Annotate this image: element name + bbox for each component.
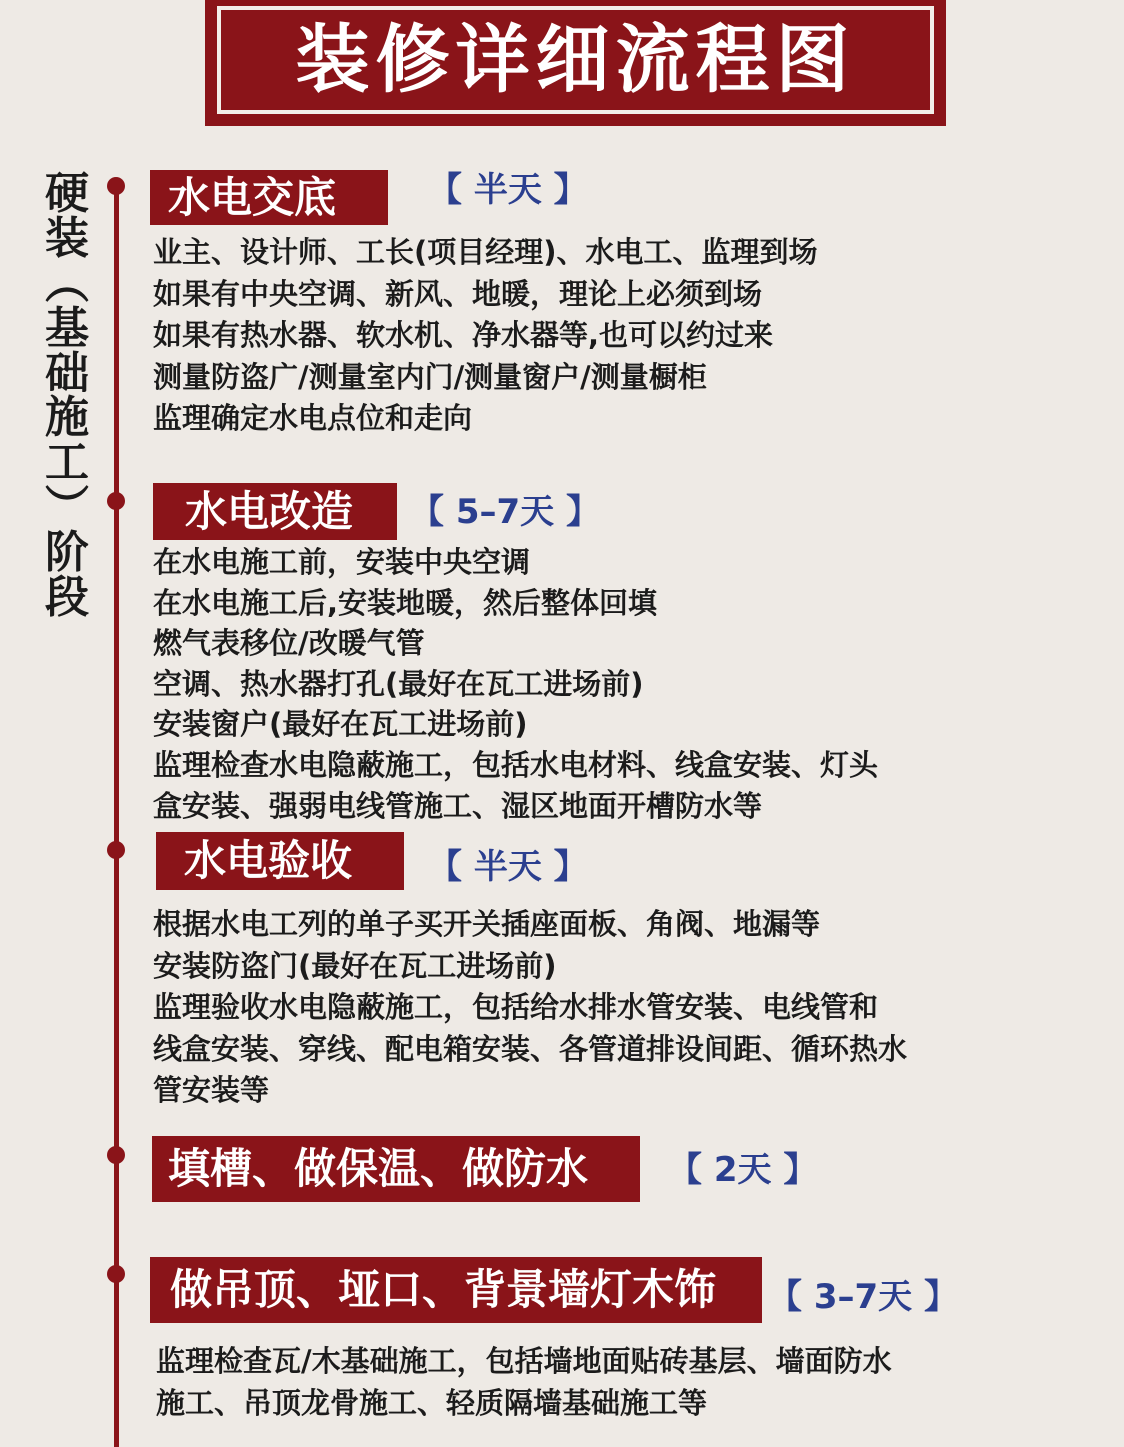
timeline-dot xyxy=(107,1265,125,1283)
step-duration: 【 5–7天 】 xyxy=(410,492,600,532)
step-label-ceiling-and-woodwork: 做吊顶、垭口、背景墙灯木饰 xyxy=(150,1257,762,1323)
phase-label-char: ︵ xyxy=(45,257,89,309)
description-line: 监理验收水电隐蔽施工，包括给水排水管安装、电线管和 xyxy=(153,990,879,1024)
title-frame xyxy=(217,6,934,114)
title-banner xyxy=(205,0,946,126)
description-line: 在水电施工后,安装地暖，然后整体回填 xyxy=(153,585,658,620)
phase-label-char: 装 xyxy=(45,212,89,264)
phase-label-char: 段 xyxy=(45,571,89,623)
phase-label-char: 硬 xyxy=(45,168,89,219)
phase-label-char: 工 xyxy=(45,437,89,489)
timeline-dot xyxy=(107,177,125,195)
step-description xyxy=(153,904,907,1112)
description-line: 空调、热水器打孔(最好在瓦工进场前) xyxy=(153,666,644,701)
phase-label-char: 阶 xyxy=(45,527,89,578)
description-line: 测量防盗广/测量室内门/测量窗户/测量橱柜 xyxy=(153,359,707,394)
description-line: 监理确定水电点位和走向 xyxy=(153,401,473,435)
page-title: 装修详细流程图 xyxy=(295,17,856,103)
step-duration: 【 2天 】 xyxy=(668,1150,818,1190)
step-duration: 【 半天 】 xyxy=(428,170,588,210)
description-line: 监理检查水电隐蔽施工，包括水电材料、线盒安装、灯头 xyxy=(153,747,879,782)
description-line: 在水电施工前，安装中央空调 xyxy=(153,545,531,579)
description-line: 管安装等 xyxy=(153,1073,270,1107)
step-label-water-electric-acceptance: 水电验收 xyxy=(156,832,404,890)
step-description xyxy=(153,232,818,440)
step-description xyxy=(156,1341,892,1424)
step-label-fill-insulate-waterproof: 填槽、做保温、做防水 xyxy=(152,1136,640,1202)
description-line: 业主、设计师、工长(项目经理)、水电工、监理到场 xyxy=(153,235,818,269)
description-line: 线盒安装、穿线、配电箱安装、各管道排设间距、循环热水 xyxy=(153,1031,908,1066)
description-line: 如果有中央空调、新风、地暖，理论上必须到场 xyxy=(153,276,763,311)
phase-label-char: 基 xyxy=(45,302,89,354)
phase-label xyxy=(42,168,92,623)
step-description xyxy=(153,542,878,826)
description-line: 施工、吊顶龙骨施工、轻质隔墙基础施工等 xyxy=(156,1385,708,1420)
phase-label-char: ︶ xyxy=(45,482,89,534)
description-line: 根据水电工列的单子买开关插座面板、角阀、地漏等 xyxy=(153,907,821,941)
timeline-dot xyxy=(107,1146,125,1164)
step-duration: 【 3–7天 】 xyxy=(768,1277,958,1317)
description-line: 盒安装、强弱电线管施工、湿区地面开槽防水等 xyxy=(153,788,763,823)
description-line: 安装窗户(最好在瓦工进场前) xyxy=(153,707,528,742)
description-line: 安装防盗门(最好在瓦工进场前) xyxy=(153,948,557,983)
description-line: 燃气表移位/改暖气管 xyxy=(153,626,425,661)
step-duration: 【 半天 】 xyxy=(428,847,588,887)
step-label-water-electric-briefing: 水电交底 xyxy=(150,170,388,225)
step-label-water-electric-renovation: 水电改造 xyxy=(153,483,397,540)
description-line: 监理检查瓦/木基础施工，包括墙地面贴砖基层、墙面防水 xyxy=(156,1344,892,1378)
phase-label-char: 础 xyxy=(45,347,89,399)
timeline-dot xyxy=(107,492,125,510)
description-line: 如果有热水器、软水机、净水器等,也可以约过来 xyxy=(153,318,774,352)
timeline-dot xyxy=(107,841,125,859)
phase-label-char: 施 xyxy=(45,392,89,444)
timeline-line xyxy=(114,182,119,1447)
